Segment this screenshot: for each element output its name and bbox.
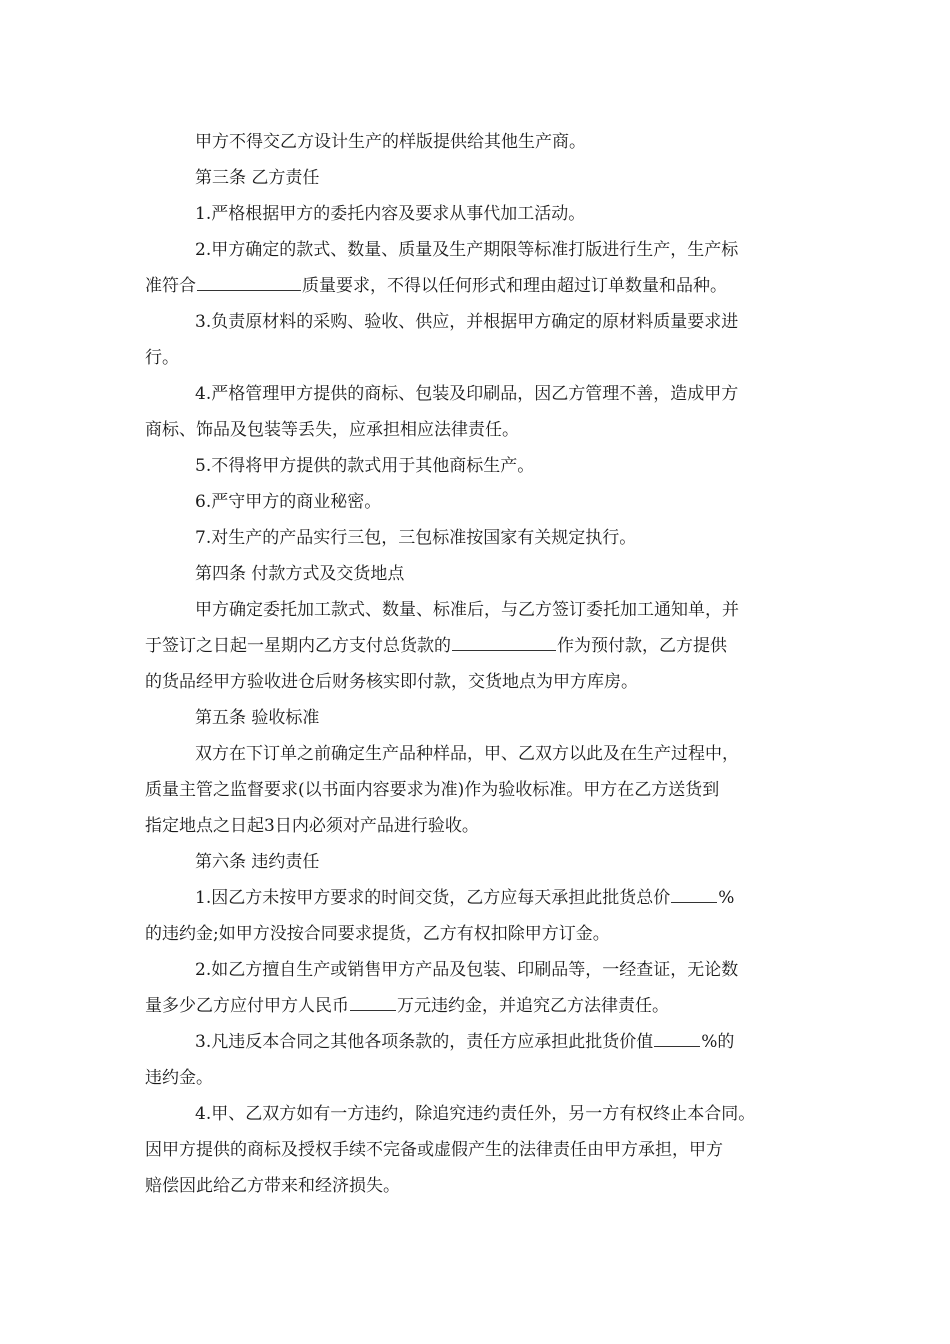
paragraph-line: 赔偿因此给乙方带来和经济损失。 [145,1176,400,1196]
paragraph-line: 6.严守甲方的商业秘密。 [195,492,382,512]
text-segment: 3.凡违反本合同之其他各项条款的，责任方应承担此批货价值 [195,1032,654,1052]
text-segment: 1.因乙方未按甲方要求的时间交货，乙方应每天承担此批货总价 [195,888,671,908]
paragraph-line: 质量主管之监督要求(以书面内容要求为准)作为验收标准。甲方在乙方送货到 [145,780,720,800]
paragraph-line: 2.如乙方擅自生产或销售甲方产品及包装、印刷品等，一经查证，无论数 [195,960,739,980]
fill-in-blank [654,1030,700,1047]
section-heading-6: 第六条 违约责任 [195,852,320,872]
text-segment: 量多少乙方应付甲方人民币 [145,996,349,1016]
paragraph-line: 的货品经甲方验收进仓后财务核实即付款，交货地点为甲方库房。 [145,672,638,692]
paragraph-line [145,988,825,1024]
section-heading-5: 第五条 验收标准 [195,708,320,728]
paragraph-line [145,880,825,916]
paragraph-line: 2.甲方确定的款式、数量、质量及生产期限等标准打版进行生产，生产标 [195,240,739,260]
paragraph-line: 甲方确定委托加工款式、数量、标准后，与乙方签订委托加工通知单，并 [195,600,739,620]
text-segment: 于签订之日起一星期内乙方支付总货款的 [145,636,451,656]
text-segment: 准符合 [145,276,196,296]
paragraph-line [145,628,825,664]
paragraph-line: 的违约金;如甲方没按合同要求提货，乙方有权扣除甲方订金。 [145,924,610,944]
paragraph-line [145,268,825,304]
paragraph-line: 5.不得将甲方提供的款式用于其他商标生产。 [195,456,535,476]
paragraph-line: 双方在下订单之前确定生产品种样品，甲、乙双方以此及在生产过程中， [195,744,739,764]
paragraph-line: 因甲方提供的商标及授权手续不完备或虚假产生的法律责任由甲方承担，甲方 [145,1140,723,1160]
fill-in-blank [350,994,396,1011]
paragraph-line: 指定地点之日起3日内必须对产品进行验收。 [145,816,479,836]
text-segment: 万元违约金，并追究乙方法律责任。 [397,996,669,1016]
paragraph-line [145,1024,825,1060]
text-segment: 作为预付款，乙方提供 [557,636,727,656]
fill-in-blank [671,886,717,903]
paragraph-line: 行。 [145,348,179,368]
paragraph-line: 商标、饰品及包装等丢失，应承担相应法律责任。 [145,420,519,440]
section-heading-4: 第四条 付款方式及交货地点 [195,564,405,584]
paragraph-line: 违约金。 [145,1068,213,1088]
text-segment: 质量要求，不得以任何形式和理由超过订单数量和品种。 [302,276,727,296]
fill-in-blank [197,274,301,291]
section-heading-3: 第三条 乙方责任 [195,168,320,188]
paragraph-line: 4.甲、乙双方如有一方违约，除追究违约责任外，另一方有权终止本合同。 [195,1104,756,1124]
text-segment: %的 [701,1032,735,1052]
paragraph-line: 7.对生产的产品实行三包，三包标准按国家有关规定执行。 [195,528,637,548]
paragraph-line: 甲方不得交乙方设计生产的样版提供给其他生产商。 [195,132,586,152]
text-segment: % [718,888,735,908]
paragraph-line: 1.严格根据甲方的委托内容及要求从事代加工活动。 [195,204,586,224]
contract-text [145,124,825,1204]
paragraph-line: 3.负责原材料的采购、验收、供应，并根据甲方确定的原材料质量要求进 [195,312,739,332]
fill-in-blank [452,634,556,651]
paragraph-line: 4.严格管理甲方提供的商标、包装及印刷品，因乙方管理不善，造成甲方 [195,384,739,404]
